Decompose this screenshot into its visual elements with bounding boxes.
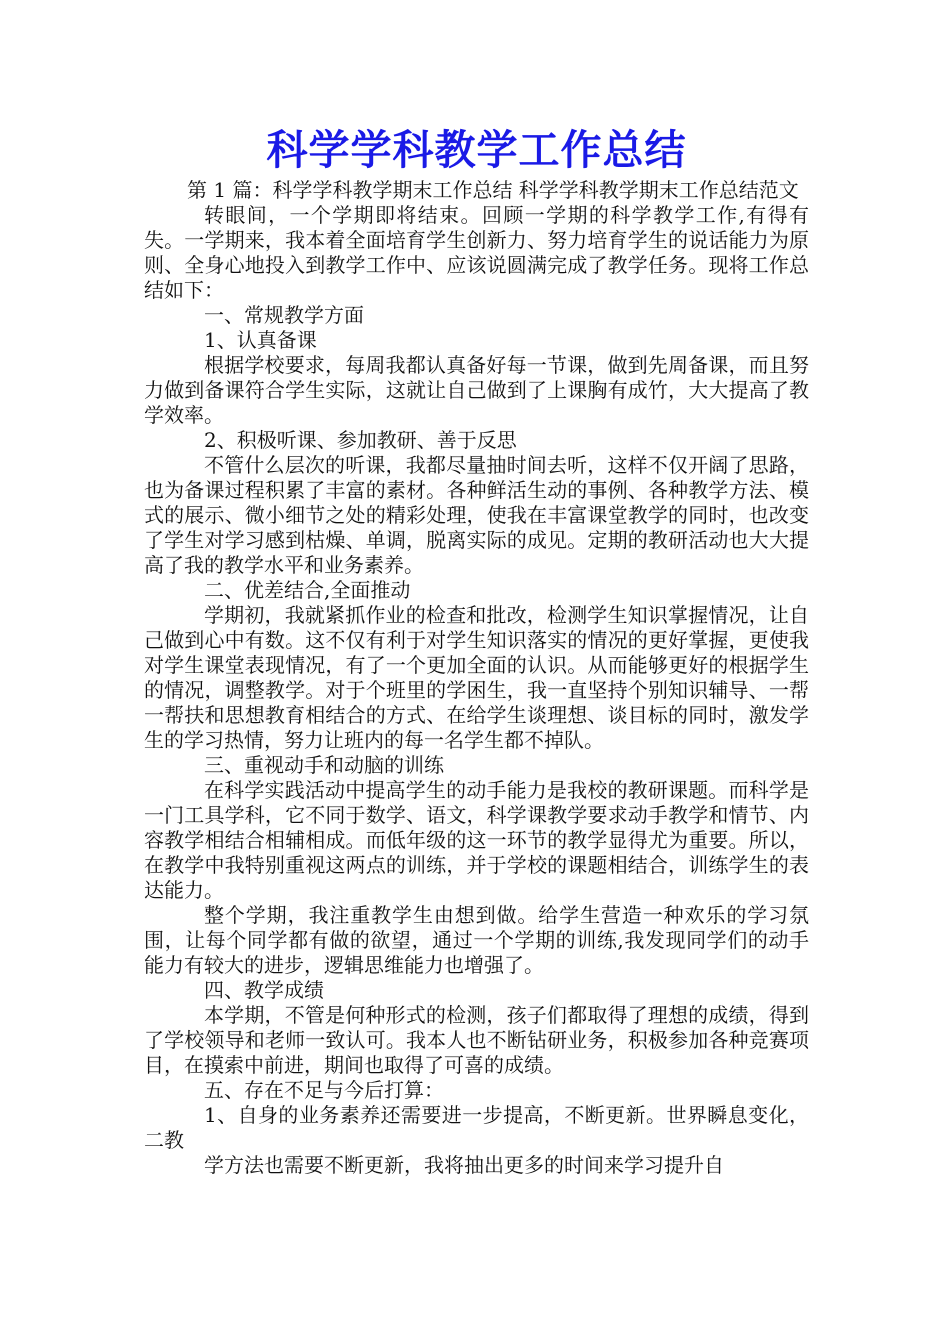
document-title: 科学学科教学工作总结 — [266, 126, 687, 174]
paragraph: 不管什么层次的听课，我都尽量抽时间去听，这样不仅开阔了思路，也为备课过程积累了丰富的素材。各种鲜活生动的事例、各种教学方法、模式的展示、微小细节之处的精彩处理，使我在丰富课堂教学的同时，也改变了学生对学习感到枯燥、单调，脱离实际的成见。定期的教研活动也大大提高了我的教学水平和业务素养。 — [144, 453, 809, 577]
paragraph: 学期初，我就紧抓作业的检查和批改，检测学生知识掌握情况，让自己做到心中有数。这不仅有利于对学生知识落实的情况的更好掌握，更使我对学生课堂表现情况，有了一个更加全面的认识。从而能够更好的根据学生的情况，调整教学。对于个班里的学困生，我一直坚持个别知识辅导、一帮一帮扶和思想教育相结合的方式、在给学生谈理想、谈目标的同时，激发学生的学习热情，努力让班内的每一名学生都不掉队。 — [144, 603, 809, 752]
paragraph: 在科学实践活动中提高学生的动手能力是我校的教研课题。而科学是一门工具学科，它不同于数学、语文，科学课教学要求动手教学和情节、内容教学相结合相辅相成。而低年级的这一环节的教学显得尤为重要。所以，在教学中我特别重视这两点的训练，并于学校的课题相结合，训练学生的表达能力。 — [144, 778, 809, 902]
subsection-heading: 1、认真备课 — [204, 328, 317, 352]
paragraph: 根据学校要求，每周我都认真备好每一节课，做到先周备课，而且努力做到备课符合学生实际，这就让自己做到了上课胸有成竹，大大提高了教学效率。 — [144, 353, 809, 427]
paragraph: 整个学期，我注重教学生由想到做。给学生营造一种欢乐的学习氛围，让每个同学都有做的欲望，通过一个学期的训练,我发现同学们的动手能力有较大的进步，逻辑思维能力也增强了。 — [144, 903, 809, 977]
section-heading: 五、存在不足与今后打算： — [204, 1078, 444, 1102]
document-page — [144, 124, 809, 1178]
subsection-heading: 2、积极听课、参加教研、善于反思 — [204, 428, 517, 452]
section-heading: 三、重视动手和动脑的训练 — [204, 753, 444, 777]
section-heading: 四、教学成绩 — [204, 978, 324, 1002]
paragraph: 转眼间，一个学期即将结束。回顾一学期的科学教学工作,有得有失。一学期来，我本着全面培育学生创新力、努力培育学生的说话能力为原则、全身心地投入到教学工作中、应该说圆满完成了教学任务。现将工作总结如下： — [144, 203, 809, 302]
paragraph: 本学期，不管是何种形式的检测，孩子们都取得了理想的成绩，得到了学校领导和老师一致认可。我本人也不断钻研业务，积极参加各种竞赛项目，在摸索中前进，期间也取得了可喜的成绩。 — [144, 1003, 809, 1077]
section-heading: 一、常规教学方面 — [204, 303, 364, 327]
document-body — [144, 178, 809, 1178]
paragraph: 学方法也需要不断更新，我将抽出更多的时间来学习提升自 — [204, 1153, 724, 1177]
paragraph: 1、自身的业务素养还需要进一步提高，不断更新。世界瞬息变化，二教 — [144, 1103, 809, 1152]
section-heading: 二、优差结合,全面推动 — [204, 578, 411, 602]
paragraph: 第 1 篇：科学学科教学期末工作总结 科学学科教学期末工作总结范文 — [187, 178, 799, 202]
